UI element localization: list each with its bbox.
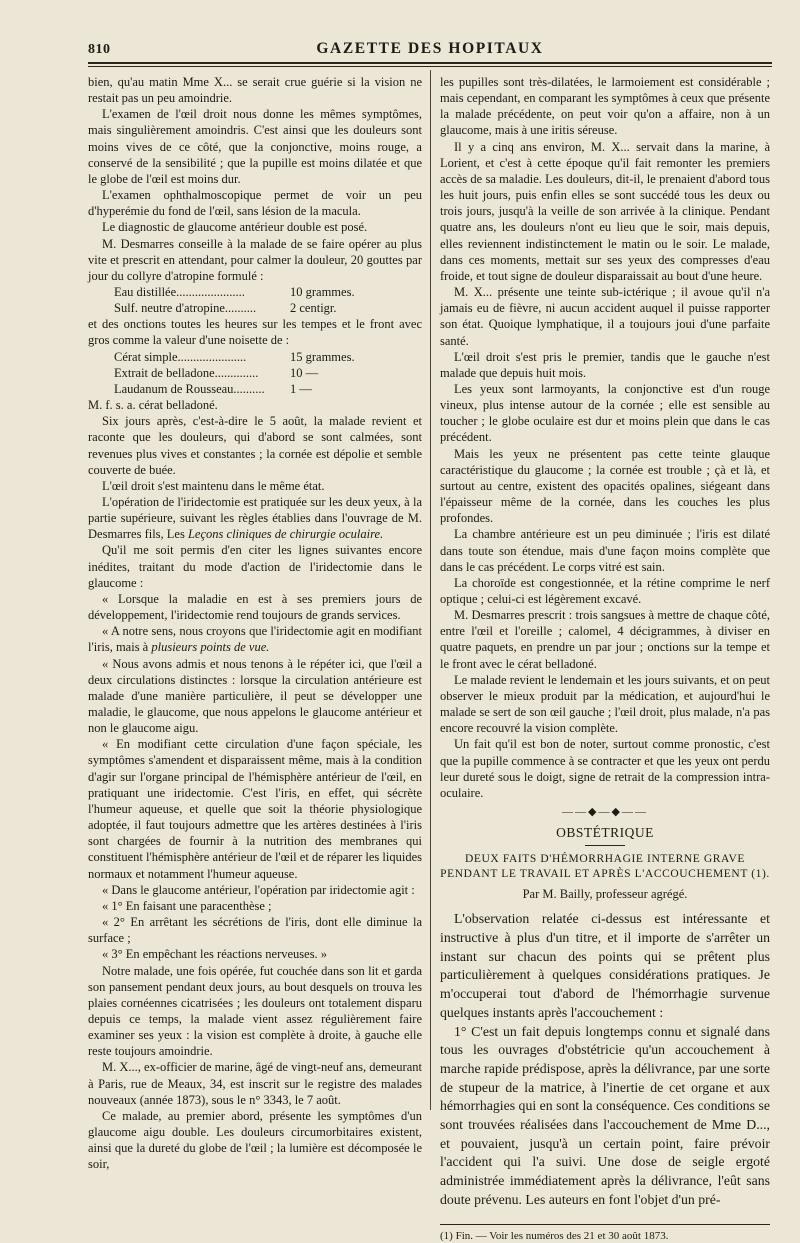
formula-ingredient: Eau distillée...................... bbox=[114, 285, 245, 300]
prescription-formula bbox=[88, 349, 422, 397]
quotation: « Lorsque la maladie en est à ses premiers jours de développement, l'iridectomie rend toujours de grands services. bbox=[88, 591, 422, 623]
formula-quantity: 2 centigr. bbox=[290, 301, 337, 316]
paragraph: Un fait qu'il est bon de noter, surtout comme pronostic, c'est que la pupille commence à se contracter et que les yeux ont perdu leur dureté sous le doigt, signe de retrait de la compression intra-oculaire. bbox=[440, 737, 770, 800]
quotation: « Dans le glaucome antérieur, l'opération par iridectomie agit : bbox=[102, 882, 415, 897]
paragraph: 1° C'est un fait depuis longtemps connu et signalé dans tous les ouvrages d'obstétricie qu'un accouchement à marche rapide prédispose, après la délivrance, par une sorte de stupeur de la matrice, à l'inertie de cet organe et aux hémorrhagies qui en sont la conséquence. Ces conditions se sont trouvées réalisées dans l'accouchement de Mme D..., et pouvaient, jusqu'à un certain point, faire prévoir l'accident qui l'a suivi. Une dose de seigle ergoté administrée immédiatement après la délivrance, l'eût sans doute prévenu. Les auteurs en font l'objet d'un pré- bbox=[440, 1023, 770, 1207]
column-divider bbox=[430, 70, 431, 1110]
formula-quantity: 10 — bbox=[290, 365, 319, 380]
paragraph: L'examen de l'œil droit nous donne les mêmes symptômes, mais singulièrement amoindris. C'est ainsi que les douleurs sont moins vives de ce côté, que la conjonctive, moins rouge, a conservé de la sensibilité ; que la pupille est moins dilatée et que le globe de l'œil est moins dur. bbox=[88, 107, 422, 186]
paragraph: M. f. s. a. cérat belladoné. bbox=[88, 398, 218, 413]
formula-line bbox=[114, 284, 422, 300]
section-heading: OBSTÉTRIQUE bbox=[556, 825, 654, 841]
paragraph: les pupilles sont très-dilatées, le larmoiement est considérable ; mais cependant, en comparant les symptômes à ceux que présente la malade précédente, on peut voir qu'on a affaire, non à un glaucome, mais à une iritis séreuse. bbox=[440, 75, 770, 138]
header-rule bbox=[88, 62, 772, 64]
quotation: « 1° En faisant une paracenthèse ; bbox=[102, 898, 272, 913]
formula-quantity: 15 grammes. bbox=[290, 349, 355, 364]
paragraph: Six jours après, c'est-à-dire le 5 août, la malade revient et raconte que les douleurs, qui d'abord se sont calmées, sont revenues plus vives et constantes ; la cornée est dépolie et semble couverte de buée. bbox=[88, 414, 422, 477]
formula-line bbox=[114, 300, 422, 316]
paragraph: M. X..., ex-officier de marine, âgé de vingt-neuf ans, demeurant à Paris, rue de Meaux, 34, est inscrit sur le registre des malades nouveaux (année 1873), sous le n° 3343, le 7 août. bbox=[88, 1060, 422, 1107]
paragraph: M. X... présente une teinte sub-ictérique ; il avoue qu'il n'a jamais eu de fièvre, ni aucun accident auquel il puisse rapporter son état. Quoique lymphatique, il a toujours joui d'une parfaite santé. bbox=[440, 285, 770, 348]
paragraph bbox=[88, 494, 422, 542]
formula-quantity: 1 — bbox=[290, 381, 312, 396]
paragraph: L'œil droit s'est pris le premier, tandis que le gauche n'est malade que depuis huit mois. bbox=[440, 349, 770, 380]
formula-ingredient: Sulf. neutre d'atropine.......... bbox=[114, 301, 257, 316]
quotation: « En modifiant cette circulation d'une façon spéciale, les symptômes s'amendent et disparaissent même, mais à la condition d'agir sur l'organe principal de l'hémisphère antérieur de l'œil, en pratiquant une iridectomie. C'est l'iris, en effet, qui sécrète l'humeur aqueuse, et quelle que soit la théorie physiologique adoptée, il faut toujours admettre que les artères destinées à l'iris sont chargées de fournir à la nutrition des membranes qui constituent l'hémisphère antérieur de l'œil et de réparer les liquides normaux et notamment l'humeur aqueuse. bbox=[88, 737, 422, 881]
paragraph: M. Desmarres conseille à la malade de se faire opérer au plus vite et prescrit en attendant, pour calmer la douleur, 20 gouttes par jour du collyre d'atropine formulé : bbox=[88, 236, 422, 283]
quotation-emphasis: plusieurs points de vue. bbox=[151, 640, 270, 655]
quotation: « 3° En empêchant les réactions nerveuses. » bbox=[102, 947, 328, 962]
formula-ingredient: Extrait de belladone.............. bbox=[114, 365, 259, 380]
paragraph: Le diagnostic de glaucome antérieur double est posé. bbox=[102, 220, 368, 235]
paragraph: Il y a cinq ans environ, M. X... servait dans la marine, à Lorient, et c'est à cette époque qu'il fait remonter les premiers accès de sa maladie. Les douleurs, dit-il, le prenaient d'abord tous les huit jours, puis enfin elles se sont succédé tous les deux ou trois jours, jusqu'à la veille de son arrivée à la clinique. Pendant quatre ans, les douleurs n'ont eu lieu que le soir, mais depuis, elles reviennent indistinctement le matin ou le soir. Le malade, dans ces moments, mettait sur ses yeux des compresses d'eau froide, et tout signe de douleur disparaissait au bout d'une heure. bbox=[440, 139, 770, 283]
quotation: « 2° En arrêtant les sécrétions de l'iris, dont elle diminue la surface ; bbox=[88, 915, 422, 946]
formula-ingredient: Laudanum de Rousseau.......... bbox=[114, 381, 265, 396]
left-column bbox=[88, 74, 422, 1173]
formula-line bbox=[114, 349, 422, 365]
paragraph: Les yeux sont larmoyants, la conjonctive est d'un rouge vineux, plus intense autour de la cornée ; elle est sensible au toucher ; le globe oculaire est dur et moins plein que dans le cas précédent. bbox=[440, 381, 770, 445]
article-author: Par M. Bailly, professeur agrégé. bbox=[522, 887, 688, 902]
quotation: « Nous avons admis et nous tenons à le répéter ici, que l'œil a deux circulations distinctes : lorsque la circulation antérieure est malade d'une manière particulière, il peut se développer une maladie, le glaucome, que nous appelons le glaucome antérieur et non le glaucome aigu. bbox=[88, 656, 422, 736]
prescription-formula bbox=[88, 284, 422, 316]
paragraph: Ce malade, au premier abord, présente les symptômes d'un glaucome aigu double. Les douleurs circumorbitaires existent, ainsi que la dureté du globe de l'œil ; la lumière est décomposée le soir, bbox=[88, 1108, 422, 1172]
paragraph: La choroïde est congestionnée, et la rétine comprime le nerf optique ; celui-ci est légèrement excavé. bbox=[440, 575, 770, 606]
paragraph: et des onctions toutes les heures sur les tempes et le front avec gros comme la valeur d'une noisette de : bbox=[88, 317, 422, 348]
paragraph: Qu'il me soit permis d'en citer les lignes suivantes encore inédites, traitant du mode d'action de l'iridectomie dans le glaucome : bbox=[88, 543, 422, 590]
paragraph: Notre malade, une fois opérée, fut couchée dans son lit et garda son pansement pendant deux jours, au bout desquels on trouva les plaies cornéennes cicatrisées ; les douleurs ont totalement disparu depuis ce temps, la malade vient assez régulièrement faire examiner ses yeux : la vision est complète à droite, à gauche elle reste toujours amoindrie. bbox=[88, 963, 422, 1059]
page-number: 810 bbox=[88, 42, 111, 57]
book-title: Leçons cliniques de chirurgie oculaire. bbox=[187, 527, 384, 542]
ornamental-divider: ——◆—◆—— bbox=[562, 806, 648, 819]
right-column bbox=[440, 74, 770, 1243]
quotation bbox=[88, 623, 422, 655]
paragraph: L'œil droit s'est maintenu dans le même état. bbox=[102, 478, 325, 493]
footnote: (1) Fin. — Voir les numéros des 21 et 30 août 1873. bbox=[440, 1229, 669, 1242]
quotation-text: « A notre sens, nous croyons que l'iridectomie agit en modifiant l'iris, mais à bbox=[88, 624, 422, 655]
formula-line bbox=[114, 365, 422, 381]
paragraph: Mais les yeux ne présentent pas cette teinte glauque caractéristique du glaucome ; la cornée est trouble ; çà et là, et surtout au centre, existent des opacités opalines, siégeant dans l'épaisseur même de la cornée, dans les couches les plus profondes. bbox=[440, 446, 770, 526]
paragraph: L'observation relatée ci-dessus est intéressante et instructive à plus d'un titre, et il importe de s'arrêter un instant sur chacun des points qui se prêtent plus particulièrement à quelques considérations pratiques. Je m'occuperai tout d'abord de l'hémorrhagie survenue quelques instants après l'accouchement : bbox=[440, 911, 770, 1020]
paragraph: L'examen ophthalmoscopique permet de voir un peu d'hyperémie du fond de l'œil, sans lésion de la macula. bbox=[88, 188, 422, 219]
paragraph: La chambre antérieure est un peu diminuée ; l'iris est dilaté dans toute son étendue, mais d'une façon moins complète que dans le cas précédent. Le corps vitré est sain. bbox=[440, 527, 770, 574]
article-title: DEUX FAITS D'HÉMORRHAGIE INTERNE GRAVE PENDANT LE TRAVAIL ET APRÈS L'ACCOUCHEMENT (1). bbox=[440, 853, 770, 881]
formula-line bbox=[114, 381, 422, 397]
footnote-rule bbox=[440, 1224, 770, 1225]
paragraph: bien, qu'au matin Mme X... se serait crue guérie si la vision ne restait pas un peu amoindrie. bbox=[88, 75, 422, 106]
paragraph-text: L'opération de l'iridectomie est pratiquée sur les deux yeux, à la partie supérieure, suivant les règles établies dans l'ouvrage de M. Desmarres fils, Les bbox=[88, 494, 422, 542]
paragraph: M. Desmarres prescrit : trois sangsues à mettre de chaque côté, entre l'œil et l'oreille ; calomel, 4 décigrammes, à diviser en quatre paquets, en prendre un par jour ; onctions sur la tempe et le front avec le cérat belladoné. bbox=[440, 608, 770, 671]
paragraph: Le malade revient le lendemain et les jours suivants, et on peut observer le mieux produit par la médication, et aujourd'hui le malade se sert de son œil gauche ; l'œil droit, plus malade, n'a pas encore recouvré la vision complète. bbox=[440, 672, 770, 736]
section-rule bbox=[585, 845, 625, 846]
header-rule-thin bbox=[88, 66, 772, 67]
formula-ingredient: Cérat simple...................... bbox=[114, 349, 247, 364]
formula-quantity: 10 grammes. bbox=[290, 285, 355, 300]
running-title: GAZETTE DES HOPITAUX bbox=[316, 40, 544, 57]
